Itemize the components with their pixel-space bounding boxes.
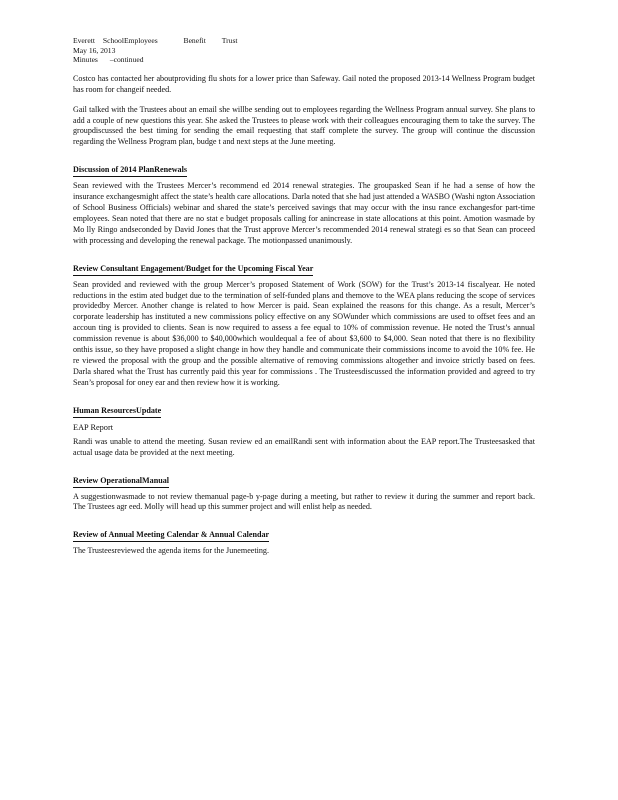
- intro-paragraph-1: Costco has contacted her aboutproviding flu shots for a lower price than Safeway. Gail noted the proposed 2013-14 Wellness Program budget has room for changeif needed.: [73, 73, 535, 94]
- section-paragraph: Sean provided and reviewed with the group Mercer’s proposed Statement of Work (SOW) for the Trust’s 2013-14 fiscalyear. He noted reductions in the estim ated budget due to the termination of self-funded plans and themove to the WEA plans reducing the scope of services providedby Mercer. Another change is related to how Mercer is paid. Sean explained the reasons for this change. As a result, Mercer’s corporate leadership has instituted a new commissions policy effective on any SOWunder which commissions are used to offset fees and an accoun ting is provided to clients. Sean is now required to assess a fee equal to 10% of commission revenue. He noted the Trust’s annual commission revenue is about $36,000 to $40,000which wouldequal a fee of about $3,600 to $4,000. Sean noted that there is no flexibility onthis issue, so they have proposed a slight change in how they handle and communicate their commissions income to avoid the 10% fee. He re viewed the proposal with the group and the possible alternative of removing commissions altogether and invoice strictly based on fees. Darla shared what the Trust has currently paid this year for commissions . The Trusteesdiscussed the information provided and agreed to try Sean’s proposal for oney ear and then review how it is working.: [73, 279, 535, 387]
- section-annual-calendar: [73, 524, 535, 557]
- header-org2: SchoolEmployees: [102, 36, 158, 45]
- section-consultant-engagement: [73, 258, 535, 389]
- section-heading: Discussion of 2014 PlanRenewals: [73, 164, 187, 177]
- header-date: May 16, 2013: [73, 45, 116, 55]
- section-paragraph: Sean reviewed with the Trustees Mercer’s recommend ed 2014 renewal strategies. The groupasked Sean if he had a sense of how the insurance exchangesmight affect the state’s health care allocations. Darla noted that she had just attended a WASBO (Washi ngton Association of School Business Officials) webinar and shared the state’s perceived savings that may occur with the insu rance exchangesfor part-time employees. Sean noted that there are no stat e budget proposals calling for anincrease in state allocations at this point. Amotion wasmade by Mo lly Ringo andseconded by David Jones that the Trust approve Mercer’s recommended 2014 renewal strategi es so that Sean can proceed with processing and developing the renewal package. The motionpassed unanimously.: [73, 181, 535, 245]
- section-heading: Review of Annual Meeting Calendar & Annual Calendar: [73, 529, 269, 542]
- section-plan-renewals: [73, 159, 535, 246]
- header-minutes: Minutes: [73, 55, 98, 65]
- section-paragraph: Randi was unable to attend the meeting. Susan review ed an emailRandi sent with information about the EAP report.The Trusteesasked that actual usage data be provided at the next meeting.: [73, 436, 535, 457]
- header-line-3: [73, 55, 535, 65]
- section-human-resources: [73, 400, 535, 459]
- section-heading: Review OperationalManual: [73, 475, 169, 488]
- running-header: [73, 36, 535, 65]
- header-org: Everett: [73, 36, 95, 45]
- header-benefit: Benefit: [183, 36, 206, 45]
- section-paragraph: A suggestionwasmade to not review themanual page-b y-page during a meeting, but rather to review it during the summer and report back. The Trustees agr eed. Molly will head up this summer project and will enlist help as needed.: [73, 491, 535, 512]
- header-continued: –continued: [109, 55, 144, 65]
- header-line-1: [73, 36, 535, 46]
- section-paragraph: The Trusteesreviewed the agenda items for the Junemeeting.: [73, 546, 269, 556]
- section-heading: Human ResourcesUpdate: [73, 405, 161, 418]
- document-page: [73, 36, 535, 557]
- header-trust: Trust: [221, 36, 238, 45]
- section-subheading: EAP Report: [73, 422, 114, 432]
- intro-paragraph-2: Gail talked with the Trustees about an email she willbe sending out to employees regarding the Wellness Program annual survey. She plans to add a couple of new questions this year. She asked the Trustees to please work with their colleagues encouraging them to take the survey. The groupdiscussed the best timing for sending the email requesting that staff complete the survey. The group will continue the discussion regarding the Wellness Program plan, budge t and next steps at the June meeting.: [73, 104, 535, 147]
- section-heading: Review Consultant Engagement/Budget for the Upcoming Fiscal Year: [73, 263, 313, 276]
- section-operational-manual: [73, 470, 535, 514]
